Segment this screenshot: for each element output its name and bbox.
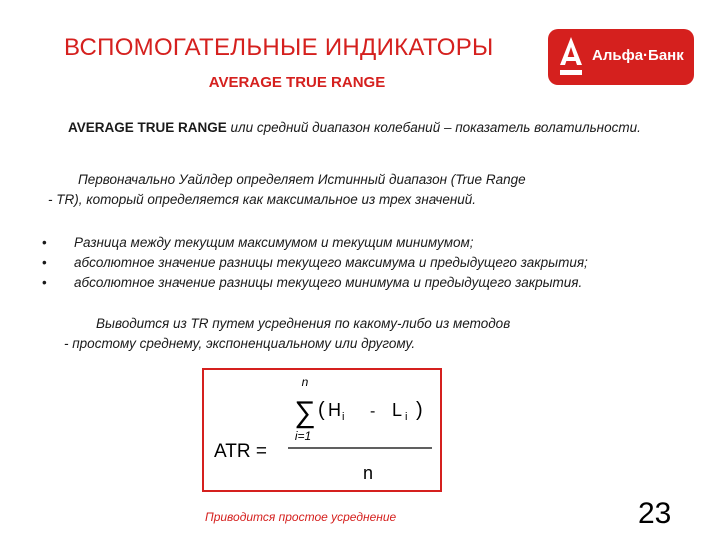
atr-formula-box [202,368,442,492]
intro-bold: AVERAGE TRUE RANGE [68,120,227,135]
list-item: • абсолютное значение разницы текущего минимума и предыдущего закрытия. [40,273,700,293]
intro-paragraph [34,119,677,137]
minus-sign: - [370,403,376,420]
true-range-paragraph [48,170,678,210]
alfa-bank-logo [548,29,694,85]
formula-denominator: n [362,463,374,483]
sigma-symbol: ∑ [294,396,316,429]
list-item: • абсолютное значение разницы текущего максимума и предыдущего закрытия; [40,253,700,273]
bullet-list [40,233,700,293]
formula-lhs: ATR = [214,441,267,462]
list-item: • Разница между текущим максимумом и текущим минимумом; [40,233,700,253]
sum-upper: n [301,375,309,389]
averaging-paragraph [64,314,664,354]
sum-lower: i=1 [294,429,312,443]
slide-subtitle: AVERAGE TRUE RANGE [208,74,386,91]
slide-title: ВСПОМОГАТЕЛЬНЫЕ ИНДИКАТОРЫ [64,34,494,61]
intro-rest: или средний диапазон колебаний – показатель волатильности. [226,120,641,135]
l-symbol: L [392,400,403,420]
h-subscript: i [342,411,345,423]
h-symbol: H [328,400,341,420]
page-number: 23 [638,497,672,530]
close-paren: ) [416,399,423,421]
para3-line1: Выводится из TR путем усреднения по какому-либо из методов [96,316,511,331]
open-paren: ( [318,399,325,421]
para2-line2: - TR), который определяется как максимальное из трех значений. [48,192,477,207]
alfa-a-icon [558,35,584,79]
logo-text: Альфа·Банк [592,47,684,64]
atr-formula [204,370,440,490]
formula-caption: Приводится простое усреднение [205,510,397,524]
l-subscript: i [405,411,408,423]
para3-line2: - простому среднему, экспоненциальному или другому. [64,336,416,351]
para2-line1: Первоначально Уайлдер определяет Истинный диапазон (True Range [78,172,526,187]
